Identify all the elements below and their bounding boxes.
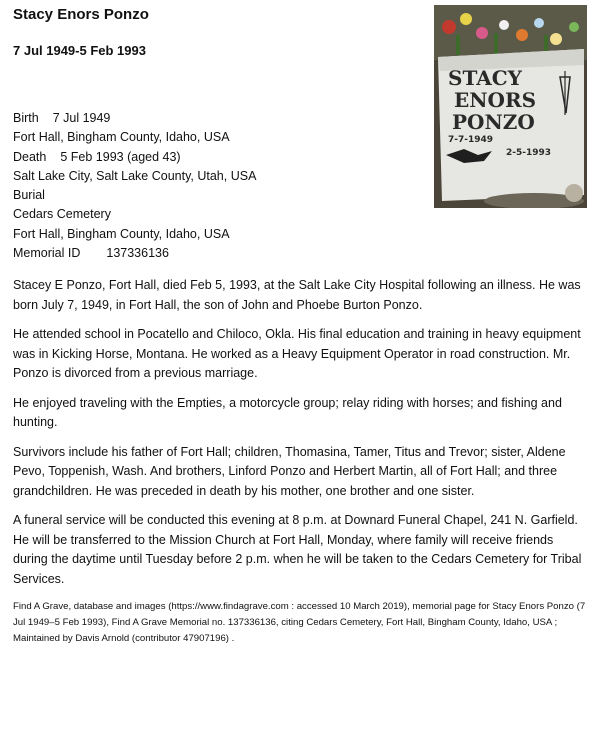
death-row	[13, 148, 256, 167]
obituary-paragraph: Stacey E Ponzo, Fort Hall, died Feb 5, 1993, at the Salt Lake City Hospital following an illness. He was born July 7, 1949, in Fort Hall, the son of John and Phoebe Burton Ponzo.	[13, 278, 581, 312]
headstone-death: 2-5-1993	[506, 148, 552, 158]
headstone-illustration	[434, 5, 587, 208]
facts-block	[13, 109, 256, 263]
birth-row	[13, 109, 256, 128]
memorial-name: Stacy Enors Ponzo	[13, 6, 149, 23]
memorial-id-label: Memorial ID	[13, 246, 81, 261]
obituary-paragraph: A funeral service will be conducted this evening at 8 p.m. at Downard Funeral Chapel, 241 N. Garfield. He will be transferred to the Mission Church at Fort Hall, Monday, where family will receive friends during the daytime until Tuesday before 2 p.m. when he will be taken to the Cedars Cemetery for Tribal Services.	[13, 513, 582, 586]
obituary	[13, 276, 591, 599]
headstone-line1: STACY	[448, 66, 522, 90]
headstone-line2: ENORS	[454, 88, 537, 112]
memorial-dates: 7 Jul 1949-5 Feb 1993	[13, 43, 146, 58]
obituary-paragraph: He enjoyed traveling with the Empties, a motorcycle group; relay riding with horses; and fishing and hunting.	[13, 395, 562, 429]
birth-place: Fort Hall, Bingham County, Idaho, USA	[13, 130, 230, 145]
headstone-photo	[434, 5, 587, 208]
headstone-line3: PONZO	[452, 110, 535, 134]
birth-label: Birth	[13, 111, 39, 125]
burial-place: Fort Hall, Bingham County, Idaho, USA	[13, 226, 230, 241]
death-place: Salt Lake City, Salt Lake County, Utah, USA	[13, 168, 257, 183]
death-date: 5 Feb 1993 (aged 43)	[60, 149, 181, 164]
death-label: Death	[13, 149, 47, 164]
burial-cemetery: Cedars Cemetery	[13, 207, 111, 222]
obituary-paragraph: He attended school in Pocatello and Chiloco, Okla. His final education and training in heavy equipment was in Kicking Horse, Montana. He worked as a Heavy Equipment Operator in road construction. Mr. Ponzo is divorced from a previous marriage.	[13, 327, 581, 380]
citation: Find A Grave, database and images (https://www.findagrave.com : accessed 10 March 2019), memorial page for Stacy Enors Ponzo (7 Jul 1949–5 Feb 1993), Find A Grave Memorial no. 137336136, citing Cedars Cemetery, Fort Hall, Bingham County, Idaho, USA ; Maintained by Davis Arnold (contributor 47907196) .	[13, 601, 586, 645]
headstone-birth: 7-7-1949	[448, 135, 494, 145]
burial-label: Burial	[13, 188, 45, 203]
memorial-id-value: 137336136	[106, 246, 169, 261]
memorial-id-row	[13, 244, 256, 263]
birth-date: 7 Jul 1949	[52, 111, 111, 125]
obituary-paragraph: Survivors include his father of Fort Hall; children, Thomasina, Tamer, Titus and Trevor; sister, Aldene Pevo, Toppenish, Wash. And brothers, Linford Ponzo and Herbert Martin, all of Fort Hall; and three grandchildren. He was preceded in death by his mother, one brother and one sister.	[13, 444, 566, 498]
